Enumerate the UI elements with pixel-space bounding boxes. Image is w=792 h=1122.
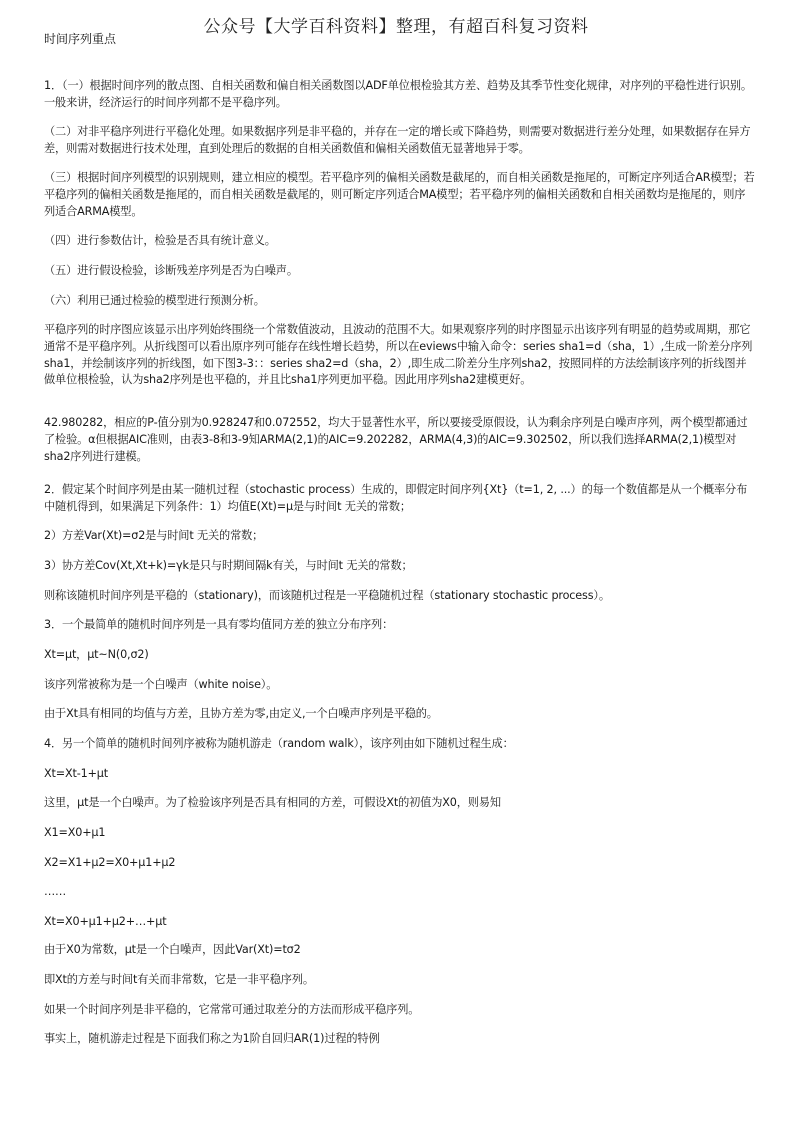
paragraph: 2．假定某个时间序列是由某一随机过程（stochastic process）生成的，即假定时间序列{Xt}（t=1, 2, ...）的每一个数值都是从一个概率分布中随机得到，如果满足下列条件：1）均值E(Xt)=μ是与时间t 无关的常数； [44,483,748,513]
paragraph: 平稳序列的时序图应该显示出序列始终围绕一个常数值波动，且波动的范围不大。如果观察序列的时序图显示出该序列有明显的趋势或周期，那它通常不是平稳序列。从折线图可以看出原序列可能存在线性增长趋势，所以在eviews中输入命令：series sha1=d（sha，1）,生成一阶差分序列sha1，并绘制该序列的折线图，如下图3-3：：series sha2=d（sha，2）,即生成二阶差分生序列sha2，按照同样的方法绘制该序列的折线图并做单位根检验，认为sha2序列是也平稳的，并且比sha1序列更加平稳。因此用序列sha2建模更好。 [44,323,753,387]
paragraph: Xt=μt，μt~N(0,σ2) [44,648,149,661]
document-title: 时间序列重点 [44,32,117,46]
paragraph: 由于Xt具有相同的均值与方差，且协方差为零,由定义,一个白噪声序列是平稳的。 [44,707,438,720]
paragraph: 即Xt的方差与时间t有关而非常数，它是一非平稳序列。 [44,973,314,986]
paragraph: 事实上，随机游走过程是下面我们称之为1阶自回归AR(1)过程的特例 [44,1032,380,1045]
paragraph: Xt=X0+μ1+μ2+…+μt [44,915,167,928]
paragraph: X1=X0+μ1 [44,826,106,839]
paragraph: 1．（一）根据时间序列的散点图、自相关函数和偏自相关函数图以ADF单位根检验其方差、趋势及其季节性变化规律，对序列的平稳性进行识别。一般来讲，经济运行的时间序列都不是平稳序列。 [44,79,752,109]
paragraph: 3）协方差Cov(Xt,Xt+k)=γk是只与时期间隔k有关，与时间t 无关的常数； [44,559,413,572]
paragraph: 由于X0为常数，μt是一个白噪声，因此Var(Xt)=tσ2 [44,943,301,956]
paragraph: X2=X1+μ2=X0+μ1+μ2 [44,856,176,869]
paragraph: （二）对非平稳序列进行平稳化处理。如果数据序列是非平稳的，并存在一定的增长或下降趋势，则需要对数据进行差分处理，如果数据存在异方差，则需对数据进行技术处理，直到处理后的数据的自相关函数值和偏相关函数值无显著地异于零。 [44,125,751,155]
paragraph: 4．另一个简单的随机时间列序被称为随机游走（random walk），该序列由如下随机过程生成： [44,737,514,750]
paragraph: （五）进行假设检验，诊断残差序列是否为白噪声。 [44,264,298,277]
paragraph: （六）利用已通过检验的模型进行预测分析。 [44,294,265,307]
paragraph: 3．一个最简单的随机时间序列是一具有零均值同方差的独立分布序列： [44,618,394,631]
paragraph: Xt=Xt-1+μt [44,767,109,780]
paragraph: 这里，μt是一个白噪声。为了检验该序列是否具有相同的方差，可假设Xt的初值为X0，则易知 [44,796,501,809]
paragraph: （四）进行参数估计，检验是否具有统计意义。 [44,234,276,247]
paragraph: 2）方差Var(Xt)=σ2是与时间t 无关的常数； [44,529,264,542]
paragraph: 则称该随机时间序列是平稳的（stationary)，而该随机过程是一平稳随机过程（stationary stochastic process）。 [44,589,610,602]
paragraph: 如果一个时间序列是非平稳的，它常常可通过取差分的方法而形成平稳序列。 [44,1003,420,1016]
paragraph: （三）根据时间序列模型的识别规则，建立相应的模型。若平稳序列的偏相关函数是截尾的，而自相关函数是拖尾的，可断定序列适合AR模型；若平稳序列的偏相关函数是拖尾的，而自相关函数是截尾的，则可断定序列适合MA模型；若平稳序列的偏相关函数和自相关函数均是拖尾的，则序列适合ARMA模型。 [44,171,755,218]
paragraph: …… [44,885,67,898]
paragraph: 42.980282，相应的P-值分别为0.928247和0.072552，均大于显著性水平，所以要接受原假设，认为剩余序列是白噪声序列，两个模型都通过了检验。α但根据AIC准则，由表3-8和3-9知ARMA(2,1)的AIC=9.202282，ARMA(4,3)的AIC=9.302502，所以我们选择ARMA(2,1)模型对sha2序列进行建模。 [44,416,748,463]
watermark-header: 公众号【大学百科资料】整理，有超百科复习资料 [203,17,589,37]
paragraph: 该序列常被称为是一个白噪声（white noise）。 [44,678,278,691]
